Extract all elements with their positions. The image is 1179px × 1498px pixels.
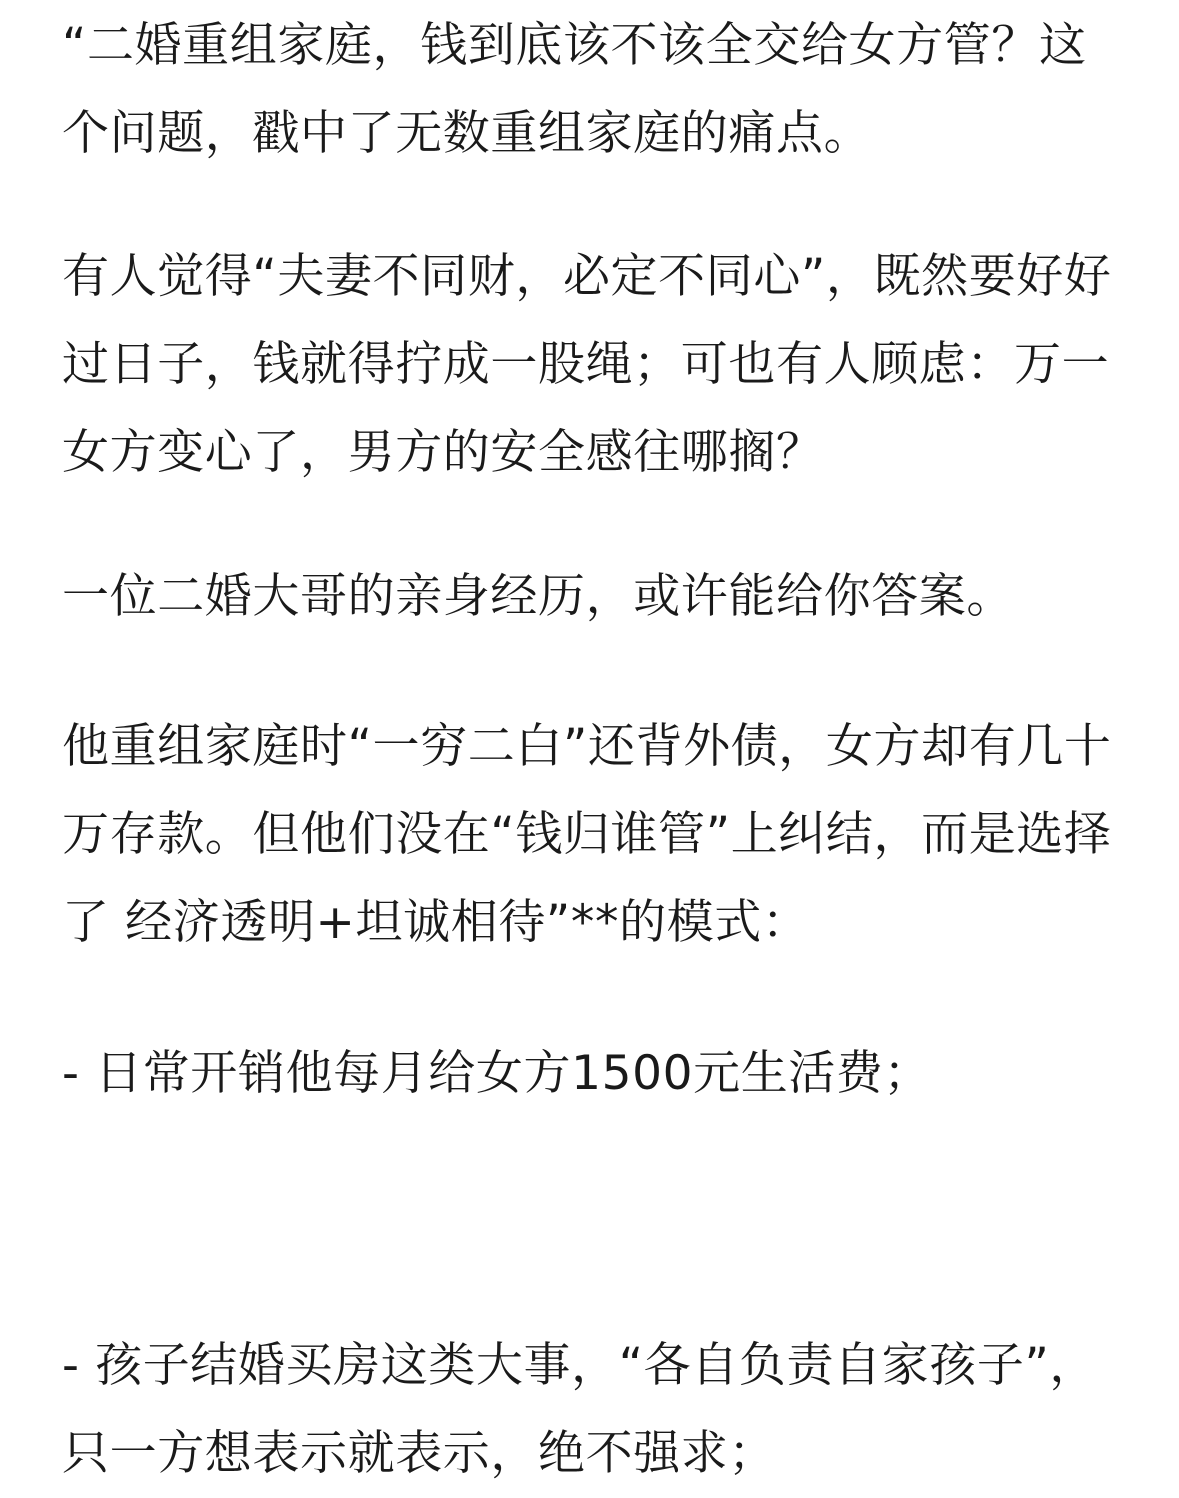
paragraph-background-story: 他重组家庭时“一穷二白”还背外债，女方却有几十万存款。但他们没在“钱归谁管”上纠结，而是选择了 经济透明+坦诚相待”**的模式：	[62, 719, 1112, 950]
list-item-major-expenses: - 孩子结婚买房这类大事，“各自负责自家孩子”，只一方想表示就表示，绝不强求；	[62, 1338, 1097, 1481]
paragraph-transition: 一位二婚大哥的亲身经历，或许能给你答案。	[62, 569, 1014, 624]
paragraph-intro-question: “二婚重组家庭，钱到底该不该全交给女方管？这个问题，戳中了无数重组家庭的痛点。	[62, 18, 1087, 161]
paragraph-opposing-views: 有人觉得“夫妻不同财，必定不同心”，既然要好好过日子，钱就得拧成一股绳；可也有人顾虑：万一女方变心了，男方的安全感往哪搁？	[62, 249, 1112, 480]
list-item-daily-expenses: - 日常开销他每月给女方1500元生活费；	[62, 1046, 932, 1101]
